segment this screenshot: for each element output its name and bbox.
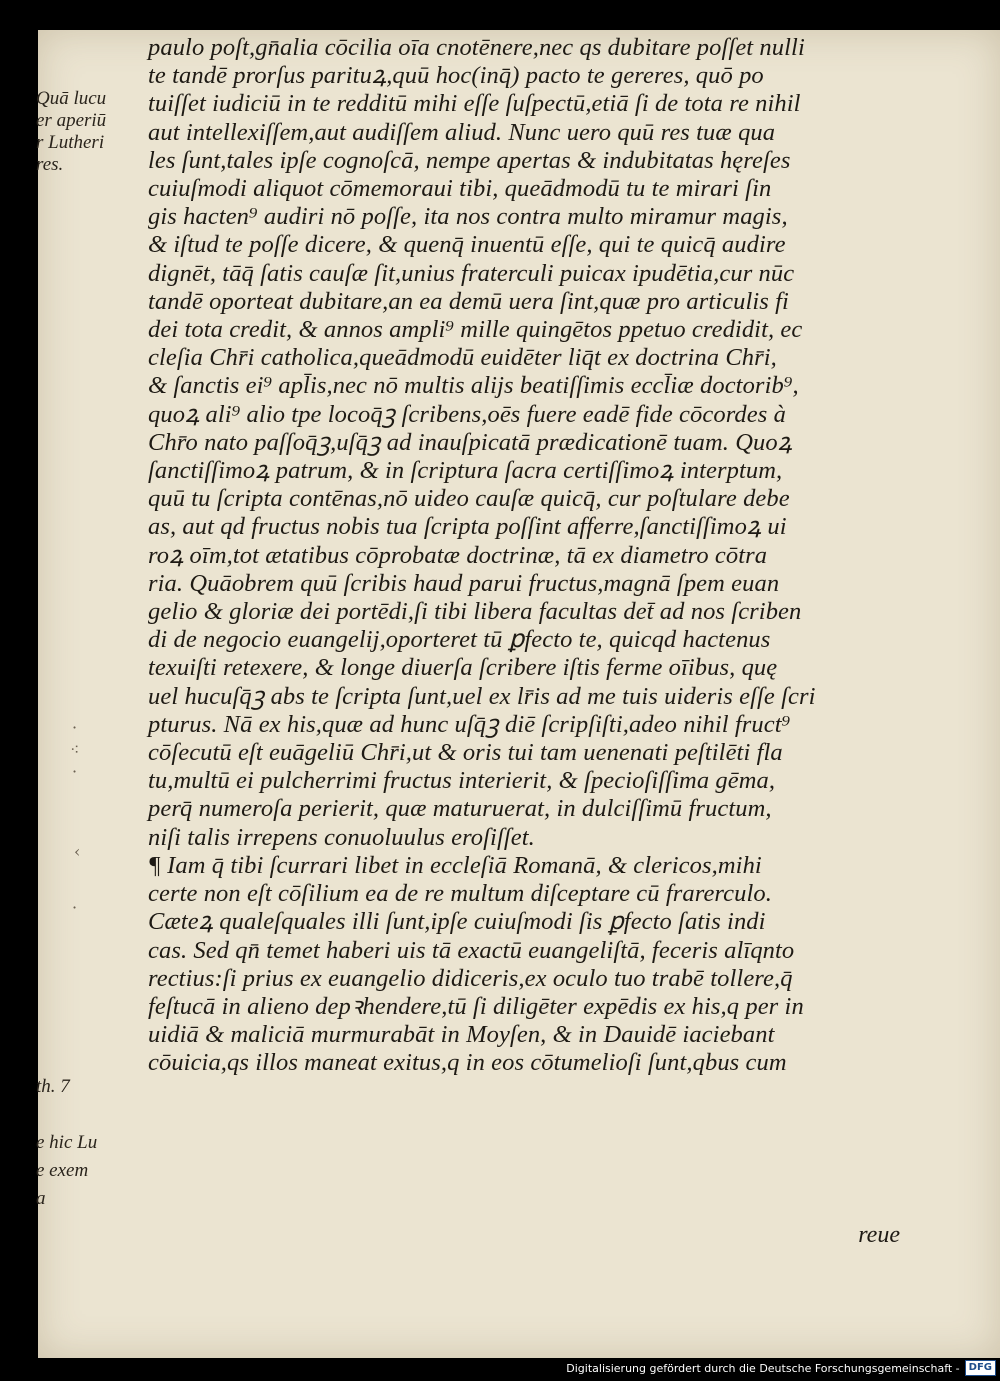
text-line: cleſia Chr̄i catholica,queādmodū euidēter liq̄t ex doctrina Chr̄i, [148, 344, 777, 372]
text-line: roꝝ oīm,tot ætatibus cōprobatæ doctrinæ, tā ex diametro cōtra [148, 541, 768, 569]
text-line: tu,multū ei pulcherrimi fructus interierit, & ſpecioſiſſima gēma, [148, 767, 776, 795]
margin-note: e hic Lu [36, 1132, 98, 1153]
text-line: gelio & gloriæ dei portēdi,ſi tibi libera facultas det̄ ad nos ſcriben [148, 598, 802, 626]
text-line: perq̄ numeroſa perierit, quæ maturuerat, in dulciſſimū fructum, [148, 795, 772, 823]
text-line: tandē oporteat dubitare,an ea demū uera ſint,quæ pro articulis fi [148, 287, 789, 315]
text-line: ſanctiſſimoꝝ patrum, & in ſcriptura ſacra certiſſimoꝝ interptum, [148, 457, 783, 485]
text-line: cas. Sed qn̄ temet haberi uis tā exactū euangeliſtā, feceris alīqnto [148, 936, 795, 964]
text-line: aut intellexiſſem,aut audiſſem aliud. Nunc uero quū res tuæ qua [148, 118, 776, 146]
ink-mark: ‹ [74, 842, 81, 861]
text-line: cōſecutū eſt euāgeliū Chr̄i,ut & oris tui tam uenenati peſtilēti fla [148, 739, 783, 767]
margin-note: er aperiū [36, 110, 107, 131]
margin-note: Quā lucu [36, 88, 107, 109]
text-line: Chr̄o nato paſſoq̄ꝫ,uſq̄ꝫ ad inauſpicatā prædicationē tuam. Quoꝝ [148, 428, 792, 456]
main-text-block [148, 34, 958, 1078]
ink-mark: · [72, 762, 78, 781]
text-line: cōuicia,qs illos maneat exitus,q in eos cōtumelioſi ſunt,qbus cum [148, 1049, 787, 1077]
text-line: feſtucā in alieno depꝛhendere,tū ſi diligēter expēdis ex his,q per in [148, 992, 804, 1020]
digitization-footer [566, 1357, 996, 1379]
text-line: pturus. Nā ex his,quæ ad hunc uſq̄ꝫ diē ſcripſiſti,adeo nihil fruct⁹ [148, 710, 791, 738]
margin-note: a [36, 1188, 46, 1209]
text-line: ¶ Iam q̄ tibi ſcurrari libet in eccleſiā Romanā, & clericos,mihi [148, 851, 762, 879]
margin-note: e exem [36, 1160, 89, 1181]
text-line: gis hacten⁹ audiri nō poſſe, ita nos contra multo miramur magis, [148, 203, 788, 231]
text-line: les ſunt,tales ipſe cognoſcā, nempe apertas & indubitatas hęreſes [148, 146, 791, 174]
text-line: quū tu ſcripta contēnas,nō uideo cauſæ quicq̄, cur poſtulare debe [148, 485, 790, 513]
book-page [38, 30, 1000, 1358]
text-line: as, aut qd fructus nobis tua ſcripta poſſint afferre,ſanctiſſimoꝝ ui [148, 513, 787, 541]
text-line: dei tota credit, & annos ampli⁹ mille quingētos ppetuo credidit, ec [148, 316, 803, 344]
margin-note: th. 7 [36, 1076, 70, 1097]
text-line: texuiſti retexere, & longe diuerſa ſcribere iſtis ferme oīibus, quę [148, 654, 778, 682]
text-line: quoꝝ ali⁹ alio tpe locoq̄ꝫ ſcribens,oēs fuere eadē fide cōcordes à [148, 400, 786, 428]
text-line: te tandē prorſus parituꝝ,quū hoc(inq̄) pacto te gereres, quō po [148, 62, 764, 90]
text-line: niſi talis irrepens conuoluulus eroſiſſet. [148, 823, 535, 851]
text-line: rectius:ſi prius ex euangelio didiceris,ex oculo tuo trabē tollere,q̄ [148, 964, 793, 992]
catchword: reue [858, 1222, 900, 1248]
ink-mark: · [72, 898, 78, 917]
text-line: certe non eſt cōſilium ea de re multum diſceptare cū frarerculo. [148, 880, 772, 908]
text-line: cuiuſmodi aliquot cōmemoraui tibi, queādmodū tu te mirari ſin [148, 175, 772, 203]
text-line: ria. Quāobrem quū ſcribis haud parui fructus,magnā ſpem euan [148, 569, 780, 597]
footer-credit-text: Digitalisierung gefördert durch die Deutsche Forschungsgemeinschaft - [566, 1361, 960, 1375]
marginal-notes [38, 30, 148, 1358]
ink-mark: ⁖ [70, 740, 80, 759]
dfg-logo: DFG [965, 1360, 996, 1376]
margin-note: r Lutheri [36, 132, 105, 153]
text-line: & iſtud te poſſe dicere, & quenq̄ inuentū eſſe, qui te quicq̄ audire [148, 231, 786, 259]
margin-note: res. [36, 154, 64, 175]
text-line: Cæteꝝ qualeſquales illi ſunt,ipſe cuiuſmodi ſis ꝑfecto ſatis indi [148, 908, 766, 936]
text-line: uel hucuſq̄ꝫ abs te ſcripta ſunt,uel ex lr̄is ad me tuis uideris eſſe ſcri [148, 682, 816, 710]
text-line: di de negocio euangelij,oporteret tū ꝑfecto te, quicqd hactenus [148, 626, 771, 654]
ink-mark: · [72, 718, 78, 737]
text-line: uidiā & maliciā murmurabāt in Moyſen, & in Dauidē iaciebant [148, 1021, 775, 1049]
text-line: dignēt, tāq̄ ſatis cauſæ ſit,unius fraterculi puicax ipudētia,cur nūc [148, 259, 795, 287]
text-line: & ſanctis ei⁹ apl̄is,nec nō multis alijs beatiſſimis eccl̄iæ doctorib⁹, [148, 372, 799, 400]
text-line: tuiſſet iudiciū in te redditū mihi eſſe ſuſpectū,etiā ſi de tota re nihil [148, 90, 801, 118]
text-line: paulo poſt,gn̄alia cōcilia oīa cnotēnere,nec qs dubitare poſſet nulli [148, 34, 805, 61]
